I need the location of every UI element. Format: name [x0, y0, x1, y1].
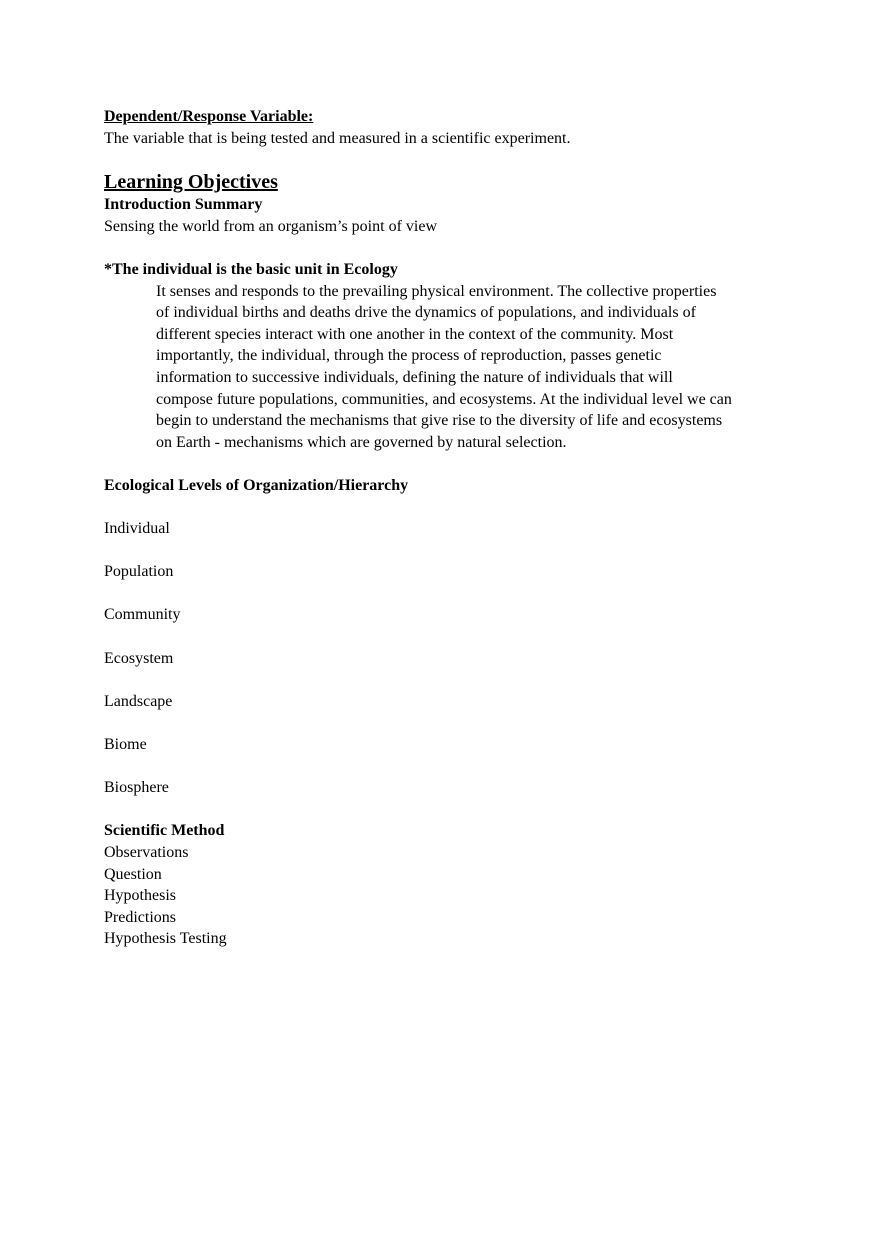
- level-item-biome: Biome: [104, 736, 147, 754]
- scientific-method-heading: Scientific Method: [104, 822, 225, 840]
- paragraph-line: different species interact with one another in the context of the community. Most: [156, 325, 674, 343]
- document-page: [104, 106, 784, 950]
- individual-unit-paragraph: [104, 281, 784, 454]
- dependent-variable-definition: The variable that is being tested and measured in a scientific experiment.: [104, 129, 571, 147]
- method-step-hypothesis: Hypothesis: [104, 887, 176, 905]
- ecological-levels-list: [104, 518, 784, 799]
- introduction-summary-heading: Introduction Summary: [104, 196, 263, 214]
- level-item-individual: Individual: [104, 520, 170, 538]
- spacer: [104, 453, 784, 475]
- spacer: [104, 237, 784, 259]
- paragraph-line: on Earth - mechanisms which are governed by natural selection.: [156, 433, 567, 451]
- paragraph-line: It senses and responds to the prevailing physical environment. The collective properties: [156, 282, 717, 300]
- level-item-ecosystem: Ecosystem: [104, 649, 174, 667]
- level-item-biosphere: Biosphere: [104, 779, 169, 797]
- learning-objectives-heading: Learning Objectives: [104, 171, 278, 194]
- paragraph-line: information to successive individuals, defining the nature of individuals that will: [156, 368, 673, 386]
- scientific-method-list: [104, 842, 784, 950]
- individual-unit-heading: *The individual is the basic unit in Ecology: [104, 260, 398, 278]
- level-item-population: Population: [104, 563, 174, 581]
- dependent-variable-heading: Dependent/Response Variable:: [104, 108, 314, 125]
- method-step-predictions: Predictions: [104, 908, 176, 926]
- spacer: [104, 497, 784, 519]
- level-item-landscape: Landscape: [104, 692, 173, 710]
- paragraph-line: compose future populations, communities, and ecosystems. At the individual level we can: [156, 390, 732, 408]
- method-step-observations: Observations: [104, 844, 189, 861]
- method-step-question: Question: [104, 865, 162, 883]
- level-item-community: Community: [104, 606, 181, 624]
- paragraph-line: of individual births and deaths drive the dynamics of populations, and individuals of: [156, 304, 696, 322]
- ecological-levels-heading: Ecological Levels of Organization/Hierarchy: [104, 476, 409, 494]
- paragraph-line: importantly, the individual, through the process of reproduction, passes genetic: [156, 347, 662, 365]
- paragraph-line: begin to understand the mechanisms that give rise to the diversity of life and ecosystems: [156, 412, 723, 430]
- method-step-hypothesis-testing: Hypothesis Testing: [104, 930, 227, 948]
- introduction-summary-text: Sensing the world from an organism’s point of view: [104, 217, 437, 235]
